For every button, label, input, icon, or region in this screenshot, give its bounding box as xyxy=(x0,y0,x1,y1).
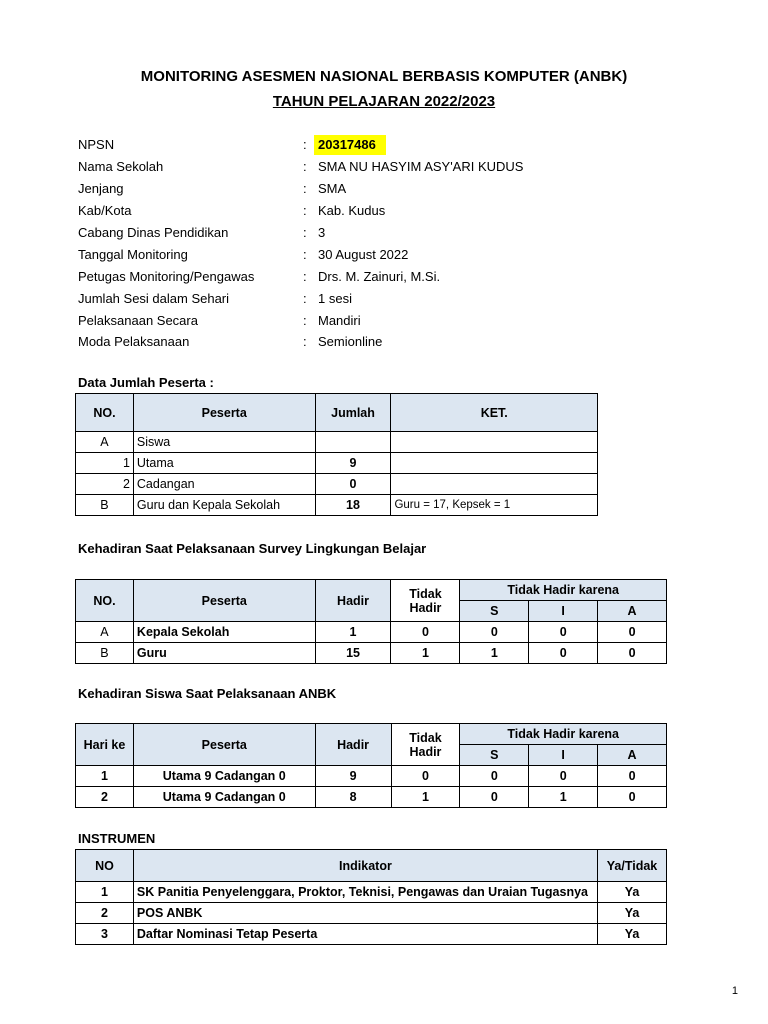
table-row xyxy=(76,453,598,474)
info-label: Jumlah Sesi dalam Sehari xyxy=(78,291,230,306)
table-header-row xyxy=(76,394,598,432)
table-cell: 2 xyxy=(76,474,134,495)
table-cell xyxy=(391,453,598,474)
table-row xyxy=(76,766,667,787)
info-colon: : xyxy=(303,247,307,262)
table-cell: 2 xyxy=(76,903,134,924)
info-colon: : xyxy=(303,225,307,240)
info-label: Petugas Monitoring/Pengawas xyxy=(78,269,255,284)
table-cell: 1 xyxy=(460,643,529,664)
info-row-moda xyxy=(78,332,678,352)
info-row-jumlah-sesi xyxy=(78,289,678,309)
section-heading-peserta: Data Jumlah Peserta : xyxy=(78,375,214,390)
section-heading-instrumen: INSTRUMEN xyxy=(78,831,156,846)
info-value: SMA xyxy=(318,181,347,196)
info-colon: : xyxy=(303,269,307,284)
table-cell: 18 xyxy=(315,495,391,516)
section-heading-anbk: Kehadiran Siswa Saat Pelaksanaan ANBK xyxy=(78,686,337,701)
table-cell xyxy=(391,474,598,495)
npsn-value: 20317486 xyxy=(314,135,386,155)
table-cell: B xyxy=(76,643,134,664)
table-cell: 3 xyxy=(76,924,134,945)
table-cell: 0 xyxy=(391,622,460,643)
table-cell: Ya xyxy=(598,903,667,924)
table-cell: SK Panitia Penyelenggara, Proktor, Teknisi, Pengawas dan Uraian Tugasnya xyxy=(133,882,597,903)
table-cell: 0 xyxy=(391,766,460,787)
column-header: Tidak Hadir xyxy=(391,724,460,766)
column-header: Tidak Hadir xyxy=(391,580,460,622)
table-cell: Utama xyxy=(133,453,315,474)
table-row xyxy=(76,787,667,808)
column-header: Hadir xyxy=(315,724,391,766)
info-colon: : xyxy=(303,159,307,174)
table-cell: Siswa xyxy=(133,432,315,453)
column-header: A xyxy=(598,745,667,766)
info-label: NPSN xyxy=(78,137,115,152)
info-row-tanggal xyxy=(78,245,678,265)
document-title: MONITORING ASESMEN NASIONAL BERBASIS KOMPUTER (ANBK) xyxy=(140,68,628,85)
info-row-pelaksanaan xyxy=(78,311,678,331)
column-header: Hari ke xyxy=(76,724,134,766)
column-header: Indikator xyxy=(133,850,597,882)
table-cell: Guru xyxy=(133,643,315,664)
table-cell: 0 xyxy=(460,787,529,808)
column-header: I xyxy=(529,601,598,622)
table-cell: Daftar Nominasi Tetap Peserta xyxy=(133,924,597,945)
table-cell: 0 xyxy=(598,622,667,643)
info-label: Moda Pelaksanaan xyxy=(78,334,190,349)
info-colon: : xyxy=(303,291,307,306)
column-header: Hadir xyxy=(315,580,391,622)
info-value: Semionline xyxy=(318,334,383,349)
table-cell: 0 xyxy=(460,766,529,787)
table-row xyxy=(76,474,598,495)
table-cell: 0 xyxy=(315,474,391,495)
info-value: 3 xyxy=(318,225,326,240)
info-label: Cabang Dinas Pendidikan xyxy=(78,225,229,240)
table-cell: Guru dan Kepala Sekolah xyxy=(133,495,315,516)
table-header-row xyxy=(76,850,667,882)
table-cell: Utama 9 Cadangan 0 xyxy=(133,766,315,787)
table-cell: A xyxy=(76,432,134,453)
table-cell: Kepala Sekolah xyxy=(133,622,315,643)
table-row xyxy=(76,903,667,924)
column-header: Tidak Hadir karena xyxy=(460,580,667,601)
table-row xyxy=(76,924,667,945)
table-cell: 1 xyxy=(76,766,134,787)
info-label: Tanggal Monitoring xyxy=(78,247,188,262)
table-cell: 0 xyxy=(598,643,667,664)
table-row xyxy=(76,495,598,516)
info-row-kab-kota xyxy=(78,201,678,221)
table-row xyxy=(76,432,598,453)
column-header: A xyxy=(598,601,667,622)
column-header: Ya/Tidak xyxy=(598,850,667,882)
table-row xyxy=(76,622,667,643)
table-cell: 0 xyxy=(529,766,598,787)
info-row-npsn xyxy=(78,135,678,155)
info-value: 1 sesi xyxy=(318,291,352,306)
document-subtitle: TAHUN PELAJARAN 2022/2023 xyxy=(272,93,496,110)
table-cell: B xyxy=(76,495,134,516)
instrumen-table xyxy=(75,849,667,945)
column-header: NO. xyxy=(76,394,134,432)
table-cell: 1 xyxy=(391,787,460,808)
table-cell: 9 xyxy=(315,453,391,474)
table-cell: 0 xyxy=(598,787,667,808)
column-header: KET. xyxy=(391,394,598,432)
info-label: Jenjang xyxy=(78,181,124,196)
table-cell: 2 xyxy=(76,787,134,808)
table-cell: Cadangan xyxy=(133,474,315,495)
info-colon: : xyxy=(303,181,307,196)
table-cell: 0 xyxy=(529,643,598,664)
info-row-petugas xyxy=(78,267,678,287)
info-label: Nama Sekolah xyxy=(78,159,164,174)
table-cell: 0 xyxy=(529,622,598,643)
table-cell: 9 xyxy=(315,766,391,787)
table-cell: Ya xyxy=(598,924,667,945)
survey-table xyxy=(75,579,667,664)
column-header: Peserta xyxy=(133,580,315,622)
info-value: SMA NU HASYIM ASY'ARI KUDUS xyxy=(318,159,524,174)
column-header: Jumlah xyxy=(315,394,391,432)
info-row-nama-sekolah xyxy=(78,157,678,177)
info-colon: : xyxy=(303,203,307,218)
table-cell: 0 xyxy=(460,622,529,643)
info-row-cabang-dinas xyxy=(78,223,678,243)
table-cell: 8 xyxy=(315,787,391,808)
column-header: NO xyxy=(76,850,134,882)
table-cell: Ya xyxy=(598,882,667,903)
info-value: Kab. Kudus xyxy=(318,203,386,218)
info-label: Pelaksanaan Secara xyxy=(78,313,198,328)
column-header: I xyxy=(529,745,598,766)
table-row xyxy=(76,643,667,664)
info-colon: : xyxy=(303,137,307,152)
table-cell xyxy=(315,432,391,453)
table-cell xyxy=(391,432,598,453)
info-value: Drs. M. Zainuri, M.Si. xyxy=(318,269,441,284)
column-header: Peserta xyxy=(133,724,315,766)
info-colon: : xyxy=(303,313,307,328)
table-cell: 1 xyxy=(76,882,134,903)
info-value: 30 August 2022 xyxy=(318,247,409,262)
table-header-row xyxy=(76,724,667,745)
table-row xyxy=(76,882,667,903)
page-number: 1 xyxy=(731,985,738,997)
column-header: Tidak Hadir karena xyxy=(460,724,667,745)
column-header: Peserta xyxy=(133,394,315,432)
info-label: Kab/Kota xyxy=(78,203,132,218)
column-header: S xyxy=(460,745,529,766)
info-colon: : xyxy=(303,334,307,349)
table-cell: 1 xyxy=(315,622,391,643)
peserta-table xyxy=(75,393,598,516)
section-heading-survey: Kehadiran Saat Pelaksanaan Survey Lingkungan Belajar xyxy=(78,541,427,556)
table-cell: 0 xyxy=(598,766,667,787)
table-cell: Utama 9 Cadangan 0 xyxy=(133,787,315,808)
table-cell: 1 xyxy=(391,643,460,664)
table-cell: 15 xyxy=(315,643,391,664)
anbk-table xyxy=(75,723,667,808)
table-cell: 1 xyxy=(529,787,598,808)
table-cell: POS ANBK xyxy=(133,903,597,924)
table-cell: Guru = 17, Kepsek = 1 xyxy=(391,495,598,516)
info-row-jenjang xyxy=(78,179,678,199)
column-header: NO. xyxy=(76,580,134,622)
table-cell: A xyxy=(76,622,134,643)
info-value: Mandiri xyxy=(318,313,361,328)
table-cell: 1 xyxy=(76,453,134,474)
table-header-row xyxy=(76,580,667,601)
column-header: S xyxy=(460,601,529,622)
